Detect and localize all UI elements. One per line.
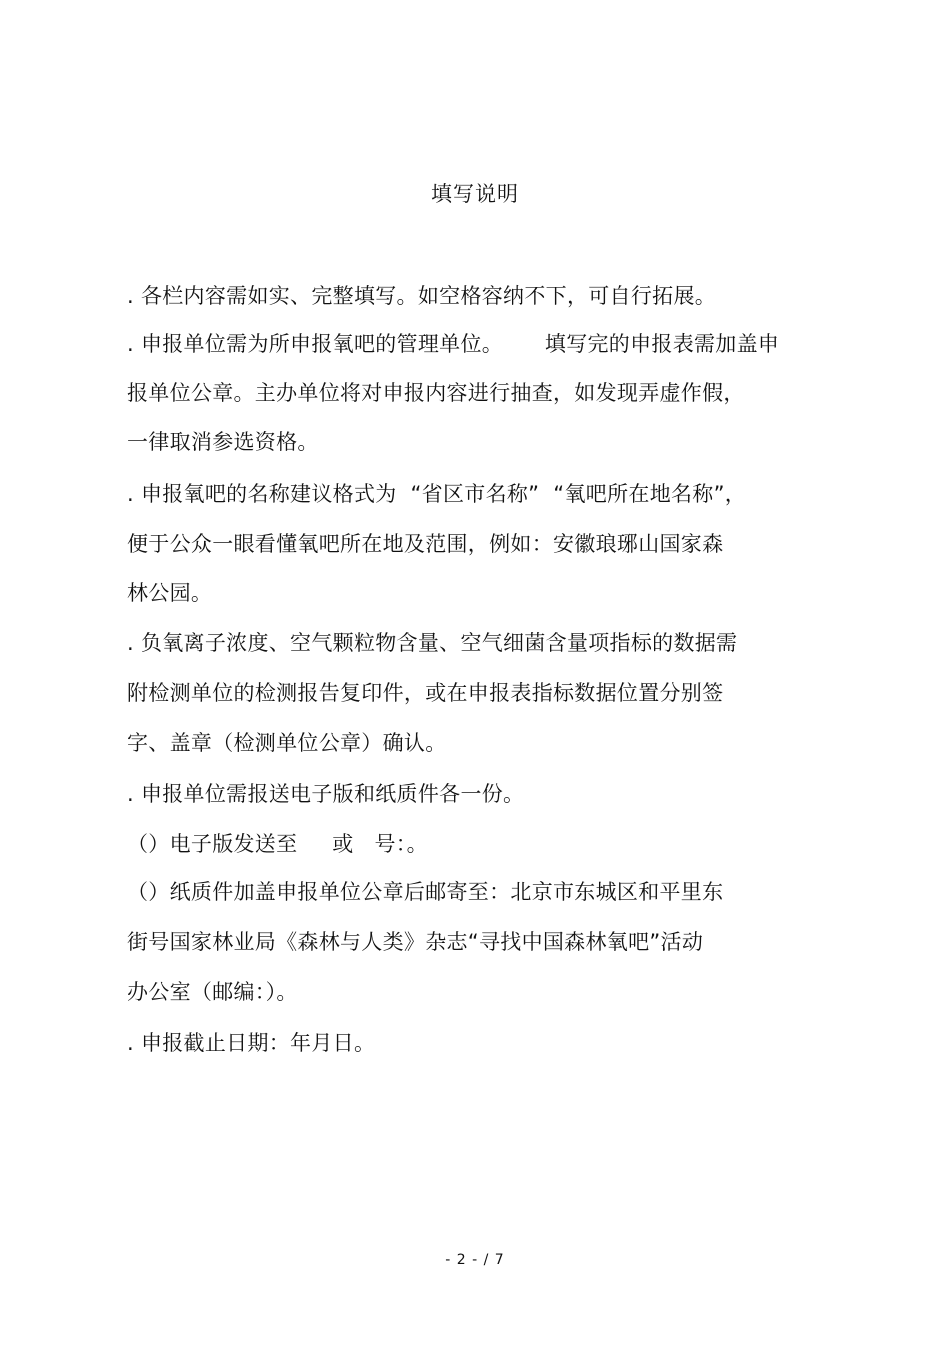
instruction-line: . 申报单位需报送电子版和纸质件各一份。	[127, 782, 525, 806]
instruction-line: （）电子版发送至 或 号：。	[127, 832, 428, 856]
instruction-line: 报单位公章。主办单位将对申报内容进行抽查，如发现弄虚作假，	[127, 381, 745, 405]
instruction-line: 街号国家林业局《森林与人类》杂志“寻找中国森林氧吧”活动	[127, 930, 704, 954]
instruction-line: 一律取消参选资格。	[127, 430, 319, 454]
instruction-line: 林公园。	[127, 581, 213, 605]
instruction-line: 字、盖章（检测单位公章）确认。	[127, 731, 447, 755]
instruction-line: . 申报氧吧的名称建议格式为 “省区市名称” “氧吧所在地名称”，	[127, 482, 747, 506]
instruction-line: . 申报截止日期：年月日。	[127, 1031, 376, 1055]
instruction-line: 办公室（邮编：）。	[127, 980, 298, 1004]
instruction-line: . 申报单位需为所申报氧吧的管理单位。 填写完的申报表需加盖申	[127, 332, 780, 356]
instruction-line: 便于公众一眼看懂氧吧所在地及范围，例如：安徽琅琊山国家森	[127, 532, 724, 556]
page-title: 填写说明	[431, 182, 519, 206]
instruction-line: 附检测单位的检测报告复印件，或在申报表指标数据位置分别签	[127, 681, 724, 705]
instruction-line: . 负氧离子浓度、空气颗粒物含量、空气细菌含量项指标的数据需	[127, 631, 738, 655]
instruction-line: . 各栏内容需如实、完整填写。如空格容纳不下，可自行拓展。	[127, 284, 717, 308]
instruction-line: （）纸质件加盖申报单位公章后邮寄至：北京市东城区和平里东	[127, 880, 724, 904]
page-number: - 2 - / 7	[445, 1252, 505, 1268]
